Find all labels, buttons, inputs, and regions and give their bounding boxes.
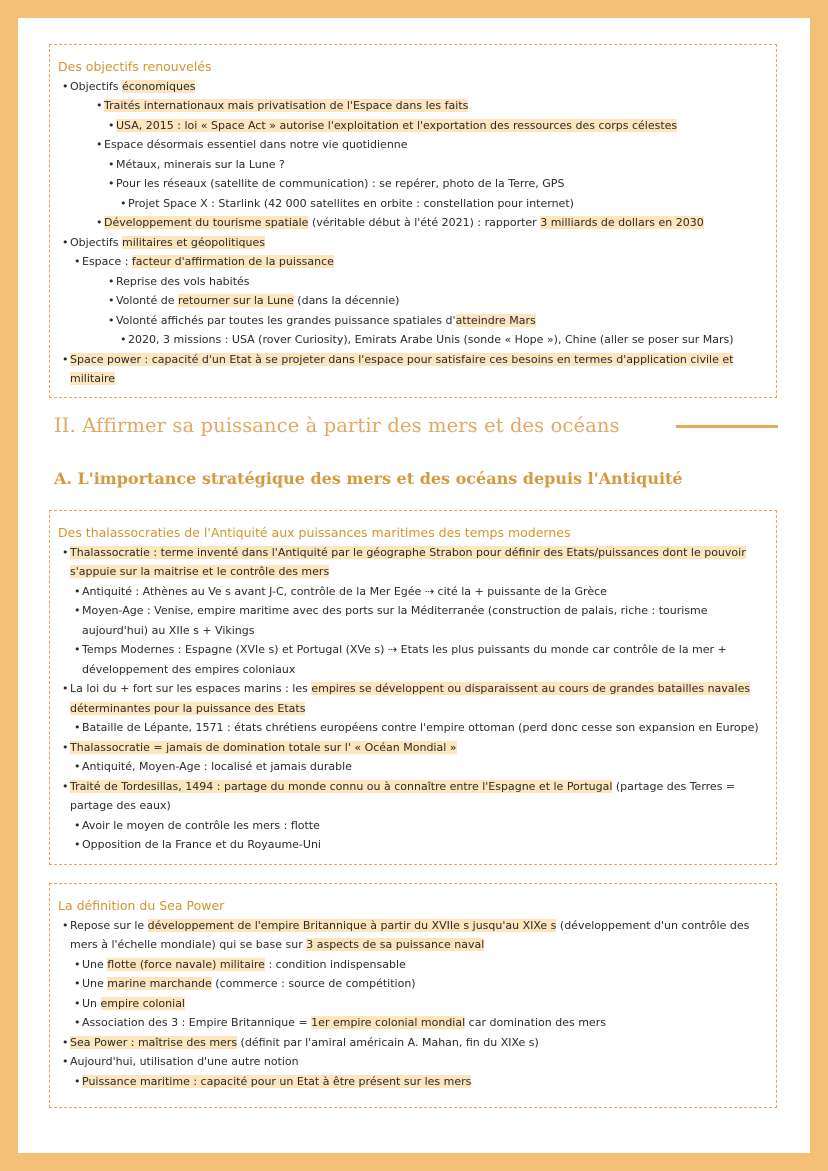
list-item bbox=[58, 543, 768, 582]
list-item bbox=[58, 1013, 768, 1033]
highlighted-text: Traité de Tordesillas, 1494 : partage du monde connu ou à connaître entre l'Espagne et le Portugal bbox=[70, 779, 613, 793]
bullet: • bbox=[96, 138, 103, 151]
bullet: • bbox=[74, 721, 81, 734]
bullet: • bbox=[108, 274, 115, 288]
bullet: • bbox=[62, 1055, 69, 1068]
bullet: • bbox=[62, 545, 69, 559]
item-text: Objectifs bbox=[70, 79, 122, 93]
list-item bbox=[58, 1072, 768, 1092]
item-text: (commerce : source de compétition) bbox=[211, 977, 416, 990]
item-text: Pour les réseaux (satellite de communication) : se repérer, photo de la Terre, GPS bbox=[116, 177, 565, 190]
section-heading-a: A. L'importance stratégique des mers et des océans depuis l'Antiquité bbox=[54, 469, 683, 488]
item-text: Reprise des vols habités bbox=[116, 274, 250, 288]
item-text: Espace désormais essentiel dans notre vie quotidienne bbox=[104, 138, 408, 151]
bullet: • bbox=[120, 333, 127, 346]
list-item bbox=[58, 718, 768, 738]
bullet: • bbox=[74, 818, 81, 832]
list-item bbox=[58, 350, 768, 389]
bullet: • bbox=[74, 255, 81, 268]
list-item bbox=[58, 757, 768, 777]
list-item bbox=[58, 1052, 768, 1072]
item-text: Un bbox=[82, 996, 101, 1010]
item-text: Antiquité : Athènes au Ve s avant J-C, contrôle de la Mer Egée ⇢ cité la + puissante de la Grèce bbox=[82, 584, 607, 598]
highlighted-text: flotte (force navale) militaire bbox=[107, 957, 265, 971]
list-item bbox=[58, 194, 768, 214]
highlighted-text: USA, 2015 : loi « Space Act » autorise l'exploitation et l'exportation des ressources des corps célestes bbox=[116, 118, 678, 132]
list-item bbox=[58, 601, 768, 640]
list-item bbox=[58, 738, 768, 758]
highlighted-text: atteindre Mars bbox=[455, 313, 536, 327]
bullet: • bbox=[108, 313, 115, 327]
bullet: • bbox=[96, 216, 103, 229]
bullet: • bbox=[62, 352, 69, 366]
highlighted-text: économiques bbox=[121, 79, 196, 93]
item-text: Aujourd'hui, utilisation d'une autre notion bbox=[70, 1055, 299, 1068]
bullet: • bbox=[74, 760, 81, 773]
item-text: (partage des Terres = partage des eaux) bbox=[70, 779, 736, 812]
highlighted-text: retourner sur la Lune bbox=[177, 294, 294, 307]
item-text: (développement d'un contrôle des mers à l'échelle mondiale) qui se base sur bbox=[70, 918, 750, 951]
list-item bbox=[58, 582, 768, 602]
highlighted-text: Sea Power : maîtrise des mers bbox=[70, 1035, 238, 1049]
item-text: Volonté de bbox=[116, 294, 178, 307]
item-text: Avoir le moyen de contrôle les mers : flotte bbox=[82, 818, 320, 832]
box-title: Des thalassocraties de l'Antiquité aux puissances maritimes des temps modernes bbox=[58, 525, 571, 540]
list-item bbox=[58, 916, 768, 955]
bullet: • bbox=[108, 157, 115, 171]
list-item bbox=[58, 135, 768, 155]
list-item bbox=[58, 96, 768, 116]
bullet: • bbox=[74, 584, 81, 598]
highlighted-text: militaires et géopolitiques bbox=[121, 235, 265, 249]
bullet: • bbox=[108, 118, 115, 132]
item-text: Association des 3 : Empire Britannique = bbox=[82, 1016, 312, 1029]
section-box-sea-power bbox=[49, 883, 777, 1108]
item-text: Une bbox=[82, 977, 108, 990]
bullet: • bbox=[62, 1035, 69, 1049]
item-text: car domination des mers bbox=[465, 1016, 606, 1029]
bullet: • bbox=[108, 294, 115, 307]
list-item bbox=[58, 233, 768, 253]
bullet: • bbox=[62, 779, 69, 793]
list-item bbox=[58, 291, 768, 311]
highlighted-text: 3 milliards de dollars en 2030 bbox=[540, 216, 704, 229]
section-box-thalassocraties bbox=[49, 510, 777, 865]
box-title: La définition du Sea Power bbox=[58, 898, 225, 913]
highlighted-text: Développement du tourisme spatiale bbox=[104, 216, 309, 229]
item-text: (dans la décennie) bbox=[293, 294, 400, 307]
list-item bbox=[58, 994, 768, 1014]
list-item bbox=[58, 640, 768, 679]
bullet: • bbox=[74, 957, 81, 971]
item-text: : condition indispensable bbox=[264, 957, 406, 971]
list-item bbox=[58, 116, 768, 136]
item-text: La loi du + fort sur les espaces marins : les bbox=[70, 682, 312, 695]
item-text: Métaux, minerais sur la Lune ? bbox=[116, 157, 285, 171]
highlighted-text: Space power : capacité d'un Etat à se projeter dans l'espace pour satisfaire ces besoins en termes d'application civile et militaire bbox=[70, 352, 734, 385]
page bbox=[18, 18, 810, 1153]
bullet: • bbox=[62, 740, 69, 754]
list-item bbox=[58, 77, 768, 97]
list-item bbox=[58, 679, 768, 718]
item-text: Une bbox=[82, 957, 108, 971]
highlighted-text: 3 aspects de sa puissance naval bbox=[306, 938, 485, 951]
highlighted-text: empires se développent ou disparaissent au cours de grandes batailles navales déterminantes pour la puissance des Etats bbox=[70, 682, 751, 715]
item-text: (définit par l'amiral américain A. Mahan, fin du XIXe s) bbox=[237, 1035, 539, 1049]
bullet: • bbox=[96, 99, 103, 112]
item-text: Volonté affichés par toutes les grandes puissance spatiales d' bbox=[116, 313, 456, 327]
bullet: • bbox=[74, 977, 81, 990]
list-item bbox=[58, 213, 768, 233]
highlighted-text: développement de l'empire Britannique à partir du XVIIe s jusqu'au XIXe s bbox=[147, 918, 557, 932]
section-box-objectifs bbox=[49, 44, 777, 398]
item-text: Projet Space X : Starlink (42 000 satellites en orbite : constellation pour internet) bbox=[128, 196, 574, 210]
highlighted-text: Thalassocratie = jamais de domination totale sur l' « Océan Mondial » bbox=[70, 740, 457, 754]
item-text: Antiquité, Moyen-Age : localisé et jamais durable bbox=[82, 760, 352, 773]
list-item bbox=[58, 955, 768, 975]
highlighted-text: Thalassocratie : terme inventé dans l'Antiquité par le géographe Strabon pour définir des Etats/puissances dont le pouvoir s'appuie sur la maitrise et le contrôle des mers bbox=[70, 545, 746, 578]
bullet: • bbox=[120, 196, 127, 210]
item-text: 2020, 3 missions : USA (rover Curiosity), Emirats Arabe Unis (sonde « Hope »), Chine (aller se poser sur Mars) bbox=[128, 333, 734, 346]
item-text: Temps Modernes : Espagne (XVIe s) et Portugal (XVe s) ⇢ Etats les plus puissants du monde car contrôle de la mer + développement des empires coloniaux bbox=[82, 643, 727, 676]
highlighted-text: facteur d'affirmation de la puissance bbox=[131, 255, 334, 268]
bullet: • bbox=[108, 177, 115, 190]
bullet: • bbox=[74, 838, 81, 851]
bullet: • bbox=[74, 604, 81, 617]
list-item bbox=[58, 272, 768, 292]
list-item bbox=[58, 174, 768, 194]
bullet: • bbox=[74, 643, 81, 656]
list-item bbox=[58, 835, 768, 855]
list-item bbox=[58, 974, 768, 994]
list-item bbox=[58, 311, 768, 331]
item-text: Opposition de la France et du Royaume-Uni bbox=[82, 838, 321, 851]
item-text: Bataille de Lépante, 1571 : états chrétiens européens contre l'empire ottoman (perd donc cesse son expansion en Europe) bbox=[82, 721, 759, 734]
list-item bbox=[58, 1033, 768, 1053]
highlighted-text: marine marchande bbox=[107, 977, 212, 990]
highlighted-text: Puissance maritime : capacité pour un Etat à être présent sur les mers bbox=[82, 1074, 472, 1088]
list-item bbox=[58, 777, 768, 816]
list-item bbox=[58, 155, 768, 175]
bullet: • bbox=[62, 235, 69, 249]
bullet: • bbox=[74, 1016, 81, 1029]
list-item bbox=[58, 252, 768, 272]
bullet: • bbox=[62, 918, 69, 932]
highlighted-text: empire colonial bbox=[100, 996, 185, 1010]
list-item bbox=[58, 330, 768, 350]
list-item bbox=[58, 816, 768, 836]
section-heading-ii: II. Affirmer sa puissance à partir des mers et des océans bbox=[54, 414, 620, 437]
box-title: Des objectifs renouvelés bbox=[58, 59, 212, 74]
item-text: (véritable début à l'été 2021) : rapporter bbox=[308, 216, 541, 229]
item-text: Objectifs bbox=[70, 235, 122, 249]
item-text: Moyen-Age : Venise, empire maritime avec des ports sur la Méditerranée (construction de palais, riche : tourisme aujourd'hui) au XIIe s + Vikings bbox=[82, 604, 708, 637]
highlighted-text: Traités internationaux mais privatisation de l'Espace dans les faits bbox=[104, 99, 469, 112]
highlighted-text: 1er empire colonial mondial bbox=[311, 1016, 466, 1029]
item-text: Repose sur le bbox=[70, 918, 148, 932]
bullet: • bbox=[62, 79, 69, 93]
bullet: • bbox=[62, 682, 69, 695]
bullet: • bbox=[74, 1074, 81, 1088]
heading-rule bbox=[676, 425, 778, 428]
item-text: Espace : bbox=[82, 255, 132, 268]
bullet: • bbox=[74, 996, 81, 1010]
